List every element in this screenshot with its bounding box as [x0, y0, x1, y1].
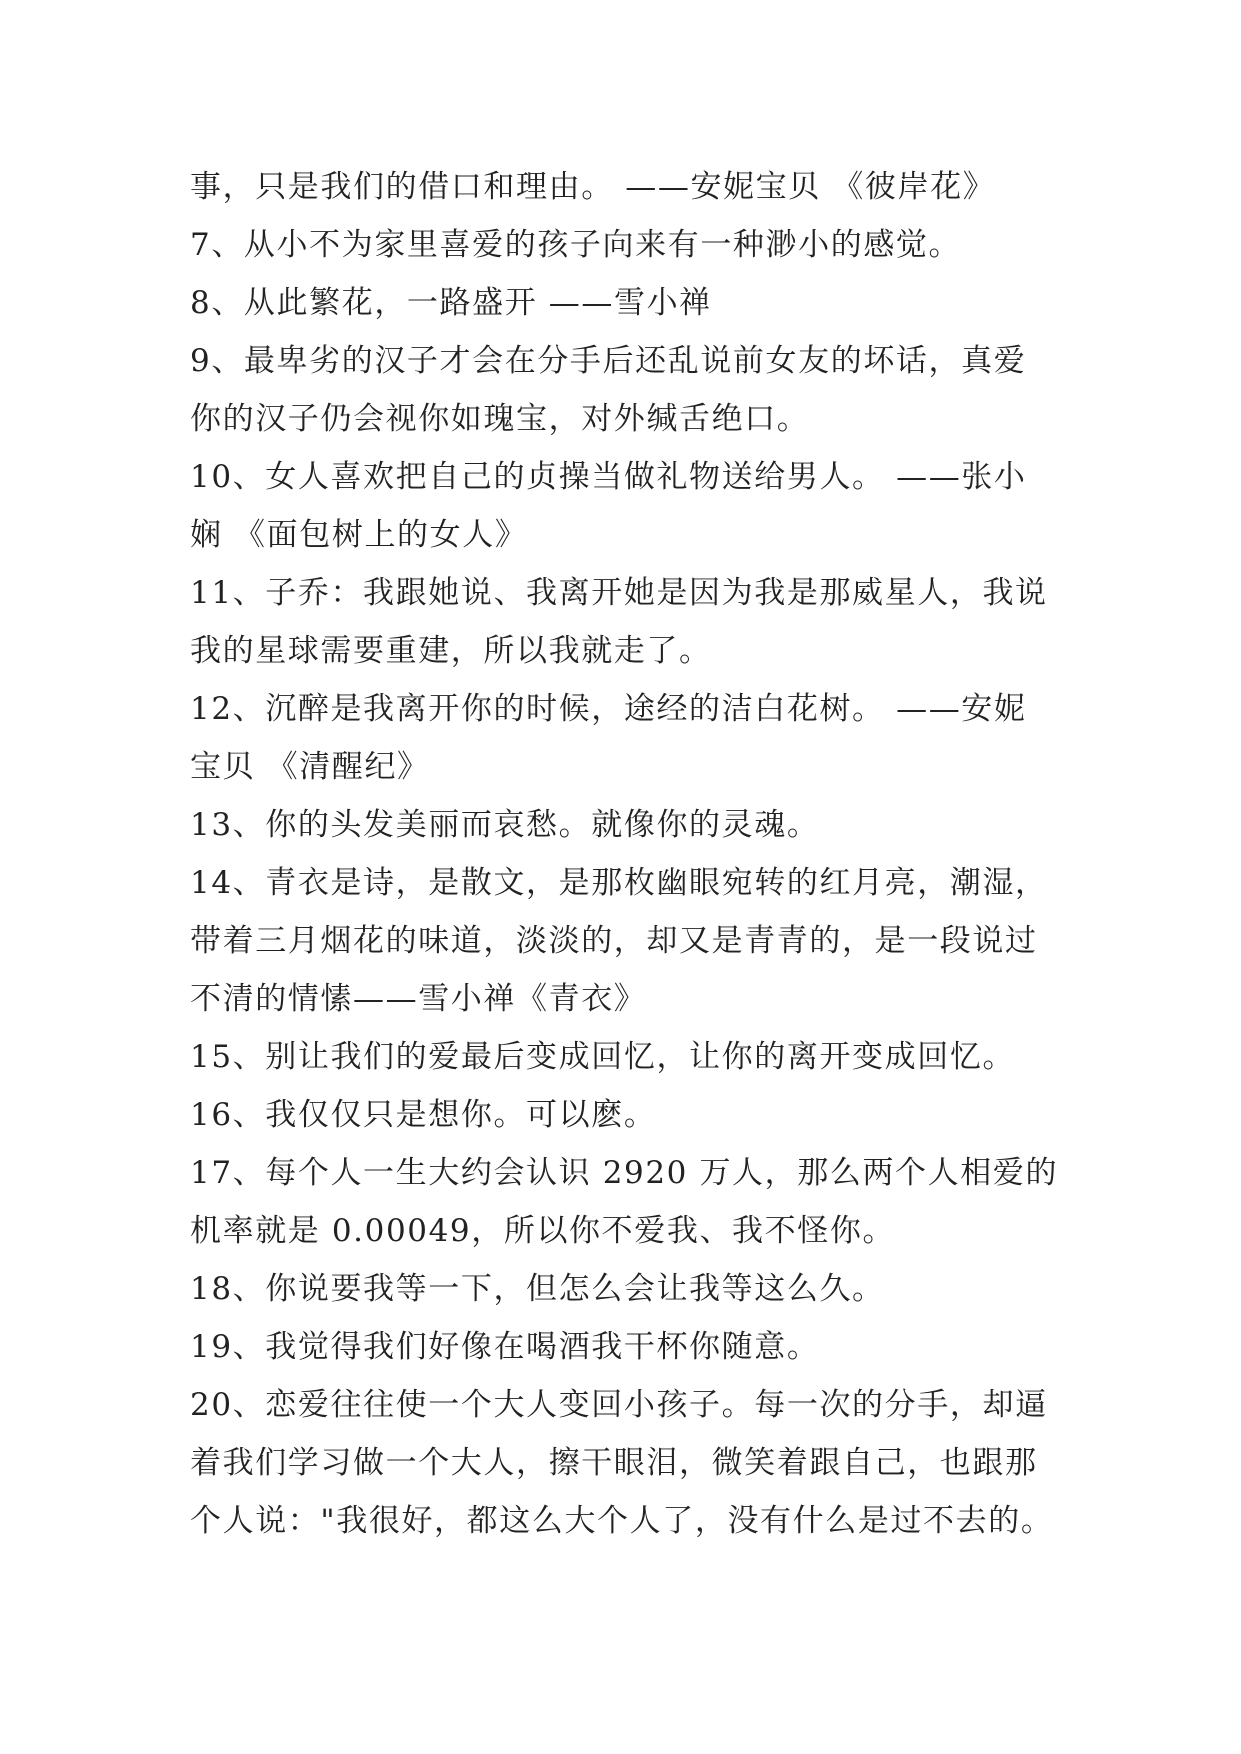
- text-line: 着我们学习做一个大人，擦干眼泪，微笑着跟自己，也跟那: [190, 1445, 1038, 1481]
- text-line: 20、恋爱往往使一个大人变回小孩子。每一次的分手，却逼: [190, 1387, 1048, 1423]
- text-line: 带着三月烟花的味道，淡淡的，却又是青青的，是一段说过: [190, 923, 1038, 959]
- text-line: 17、每个人一生大约会认识 2920 万人，那么两个人相爱的: [190, 1155, 1059, 1191]
- text-line: 14、青衣是诗，是散文，是那枚幽眼宛转的红月亮，潮湿，: [190, 865, 1048, 901]
- text-line: 12、沉醉是我离开你的时候，途经的洁白花树。 ——安妮: [190, 691, 1027, 727]
- text-line: 19、我觉得我们好像在喝酒我干杯你随意。: [190, 1329, 820, 1365]
- text-line: 15、别让我们的爱最后变成回忆，让你的离开变成回忆。: [190, 1039, 1016, 1075]
- text-line: 8、从此繁花，一路盛开 ——雪小禅: [190, 285, 712, 321]
- text-line: 7、从小不为家里喜爱的孩子向来有一种渺小的感觉。: [190, 227, 962, 263]
- text-line: 16、我仅仅只是想你。可以麽。: [190, 1097, 657, 1133]
- text-line: 事，只是我们的借口和理由。 ——安妮宝贝 《彼岸花》: [190, 169, 996, 205]
- text-line: 你的汉子仍会视你如瑰宝，对外缄舌绝口。: [190, 401, 810, 437]
- text-line: 娴 《面包树上的女人》: [190, 517, 528, 553]
- text-line: 我的星球需要重建，所以我就走了。: [190, 633, 712, 669]
- text-line: 18、你说要我等一下，但怎么会让我等这么久。: [190, 1271, 885, 1307]
- text-line: 宝贝 《清醒纪》: [190, 749, 430, 785]
- text-line: 机率就是 0.00049，所以你不爱我、我不怪你。: [190, 1213, 896, 1249]
- text-line: 10、女人喜欢把自己的贞操当做礼物送给男人。 ——张小: [190, 459, 1027, 495]
- text-line: 9、最卑劣的汉子才会在分手后还乱说前女友的坏话，真爱: [190, 343, 1027, 379]
- text-line: 13、你的头发美丽而哀愁。就像你的灵魂。: [190, 807, 820, 843]
- text-line: 个人说："我很好，都这么大个人了，没有什么是过不去的。: [190, 1503, 1054, 1539]
- text-line: 11、子乔：我跟她说、我离开她是因为我是那威星人，我说: [190, 575, 1048, 611]
- document-body: [190, 158, 1090, 1550]
- text-line: 不清的情愫——雪小禅《青衣》: [190, 981, 647, 1017]
